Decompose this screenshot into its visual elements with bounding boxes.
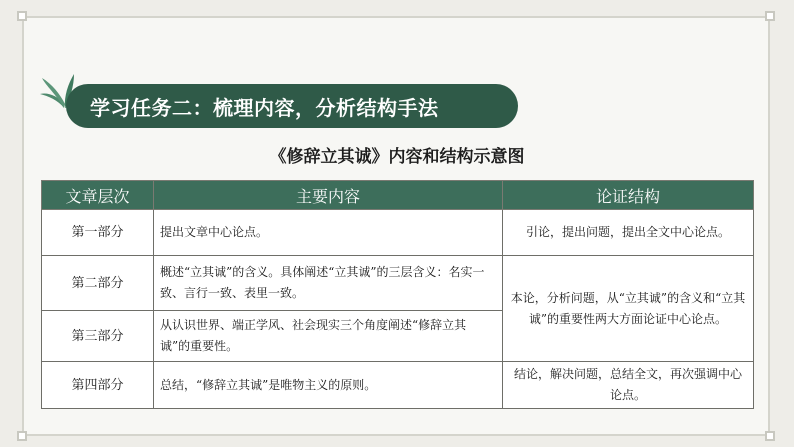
structure-table	[41, 180, 754, 409]
header-structure: 论证结构	[503, 181, 754, 210]
diagram-subtitle: 《修辞立其诚》内容和结构示意图	[269, 147, 525, 167]
frame-corner-top-right	[765, 11, 775, 21]
row-content: 总结，“修辞立其诚”是唯物主义的原则。	[154, 362, 503, 409]
row-structure: 结论，解决问题，总结全文，再次强调中心论点。	[503, 362, 754, 409]
table-row	[42, 362, 754, 409]
row-part-label: 第二部分	[42, 256, 154, 311]
frame-corner-top-left	[17, 11, 27, 21]
table-row	[42, 210, 754, 256]
frame-corner-bottom-right	[765, 431, 775, 441]
row-part-label: 第四部分	[42, 362, 154, 409]
table-row	[42, 256, 754, 311]
row-content: 提出文章中心论点。	[154, 210, 503, 256]
row-part-label: 第一部分	[42, 210, 154, 256]
row-part-label: 第三部分	[42, 311, 154, 362]
page-title: 学习任务二：梳理内容，分析结构手法	[66, 84, 518, 128]
row-structure: 引论，提出问题，提出全文中心论点。	[503, 210, 754, 256]
row-structure: 本论，分析问题，从“立其诚”的含义和“立其诚”的重要性两大方面论证中心论点。	[503, 256, 754, 362]
header-level: 文章层次	[42, 181, 154, 210]
row-content: 从认识世界、端正学风、社会现实三个角度阐述“修辞立其诚”的重要性。	[154, 311, 503, 362]
row-content: 概述“立其诚”的含义。具体阐述“立其诚”的三层含义：名实一致、言行一致、表里一致。	[154, 256, 503, 311]
header-content: 主要内容	[154, 181, 503, 210]
table-header-row	[42, 181, 754, 210]
frame-corner-bottom-left	[17, 431, 27, 441]
